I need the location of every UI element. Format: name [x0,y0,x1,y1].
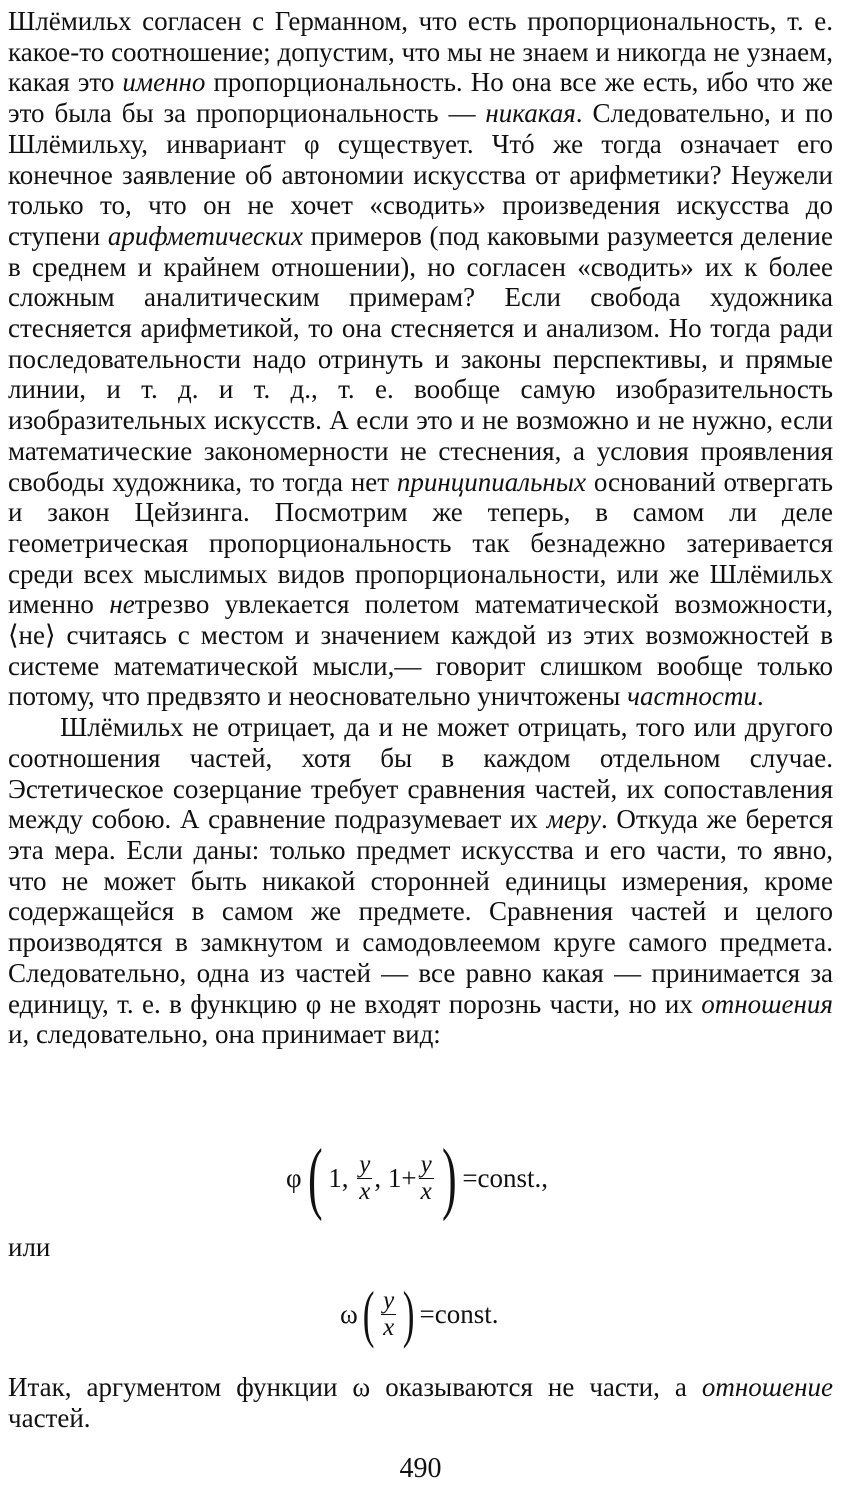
formula-omega [340,1278,499,1349]
formula-term: 1+ [387,1163,417,1193]
fraction [419,1152,434,1205]
fraction-numerator: y [383,1286,395,1314]
main-text [8,6,833,1050]
paragraph-2: Шлёмильх не отрицает, да и не может отрицать, того или другого соотношения частей, хотя бы в каждом отдельном случае. Эстетическое созерцание требует сравнения частей, их сопоставления между собою. А сравнение подразумевает их меру. Откуда же берется эта мера. Если даны: только предмет искусства и его части, то явно, что не может быть никакой сторонней единицы измерения, кроме содержащейся в самом же предмете. Сравнения частей и целого производятся в замкнутом и самодовлеемом круге самого предмета. Следовательно, одна из частей — все равно какая — принимается за единицу, т. е. в функцию φ не входят порознь части, но их отношения и, следовательно, она принимает вид: [8,712,833,1050]
fraction-denominator: x [420,1177,432,1205]
final-paragraph: Итак, аргументом функции ω оказываются не части, а отношение частей. [8,1372,833,1433]
fraction-numerator: y [420,1150,432,1178]
fraction [357,1152,372,1205]
formula-right-paren: ) [402,1278,415,1349]
fraction-numerator: y [359,1150,371,1178]
final-paragraph-block [8,1372,833,1433]
page-number: 490 [399,1453,442,1484]
emphasis: частности [627,681,757,712]
emphasis: не [109,589,135,620]
formula-comma: , [374,1163,382,1193]
formula-term: 1, [328,1163,349,1193]
emphasis: отношение [701,1372,833,1402]
formula-rhs: =const., [462,1163,549,1193]
formula-function: φ [286,1163,302,1193]
formula-phi [286,1134,549,1222]
fraction [381,1288,396,1341]
formula-right-paren: ) [441,1134,457,1222]
emphasis: меру [546,804,601,835]
paragraph-1: Шлёмильх согласен с Германном, что есть пропорциональность, т. е. какое-то соотношение; допустим, что мы не знаем и никогда не узнаем, какая это именно пропорциональность. Но она все же есть, ибо что же это была бы за пропорциональность — никакая. Следовательно, и по Шлёмильху, инвариант φ существует. Чтó же тогда означает его конечное заявление об автономии искусства от арифметики? Неужели только то, что он не хочет «сводить» произведения искусства до ступени арифметических примеров (под каковыми разумеется деление в среднем и крайнем отношении), но согласен «сводить» их к более сложным аналитическим примерам? Если свобода художника стесняется арифметикой, то она стесняется и анализом. Но тогда ради последовательности надо отринуть и законы перспективы, и прямые линии, и т. д. и т. д., т. е. вообще самую изобразительность изобразительных искусств. А если это и не возможно и не нужно, если математические закономерности не стеснения, а условия проявления свободы художника, то тогда нет принципиальных оснований отвергать и закон Цейзинга. Посмотрим же теперь, в самом ли деле геометрическая пропорциональность так безнадежно затеривается среди всех мыслимых видов пропорциональности, или же Шлёмильх именно нетрезво увлекается полетом математической возможности, ⟨не⟩ считаясь с местом и значением каждой из этих возможностей в системе математической мысли,— говорит слишком вообще только потому, что предвзято и неосновательно уничтожены частности. [8,6,833,712]
fraction-denominator: x [383,1313,395,1341]
formula-function: ω [340,1299,358,1329]
emphasis: именно [122,67,206,98]
emphasis: отношения [701,988,833,1019]
formula-left-paren: ( [307,1134,323,1222]
emphasis: принципиальных [396,466,587,497]
formula-left-paren: ( [362,1278,375,1349]
fraction-denominator: x [359,1177,371,1205]
formula-rhs: =const. [419,1299,499,1329]
or-word: или [8,1232,51,1262]
emphasis: никакая [485,98,576,129]
emphasis: арифметических [107,220,303,251]
